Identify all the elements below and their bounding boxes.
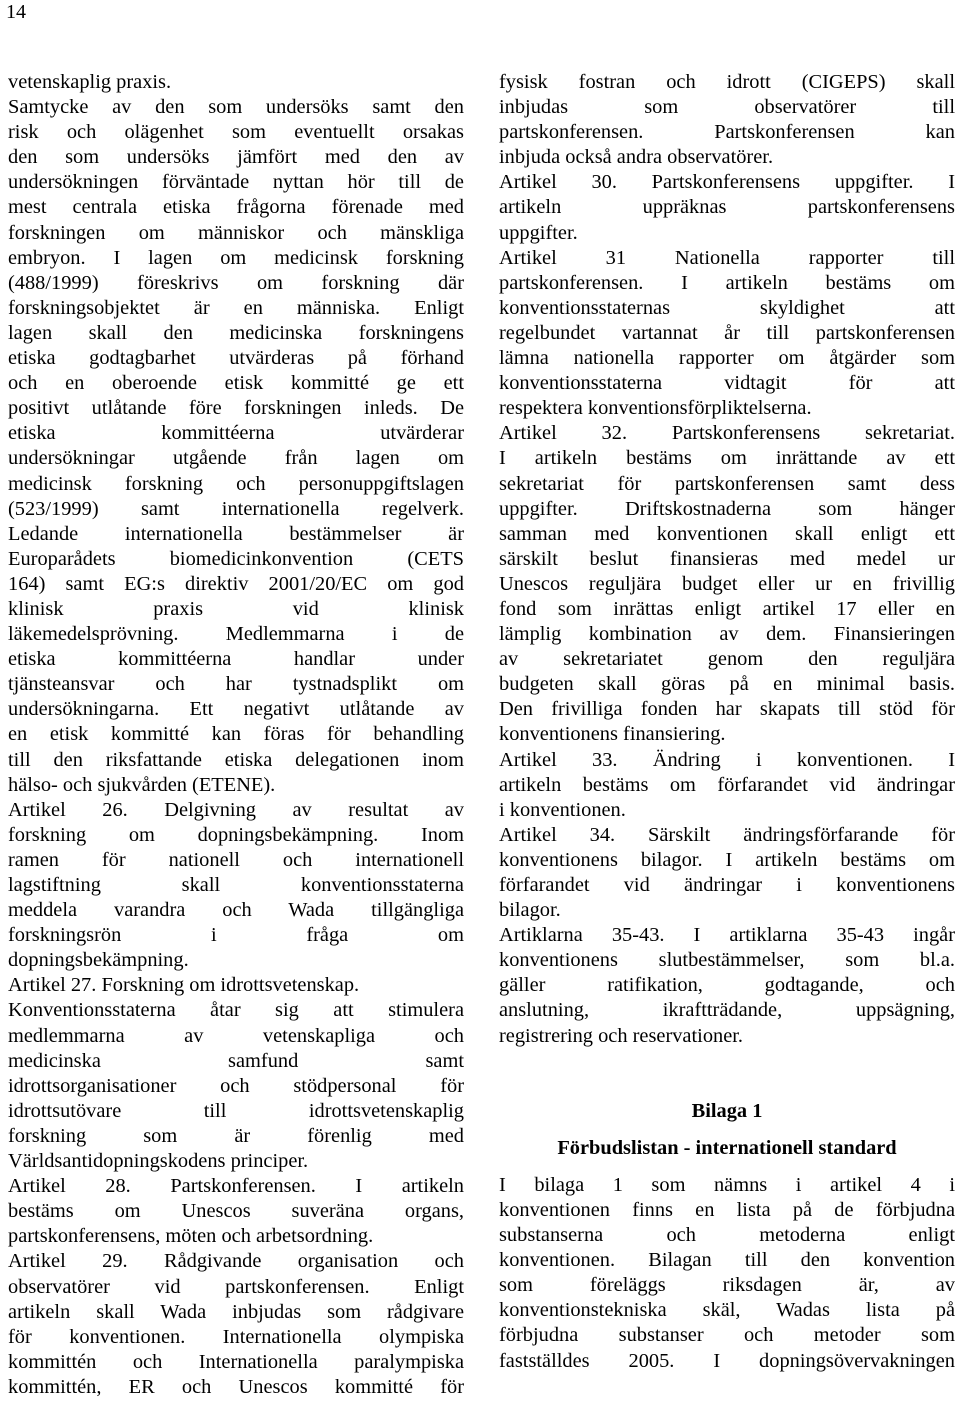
text-line: inbjuda också andra observatörer.: [499, 146, 774, 169]
text-line: förfarandet vid ändringar i konventionens: [499, 874, 955, 896]
text-line: partskonferensen. Partskonferensen kan: [499, 121, 955, 144]
text-line: Den frivilliga fonden har skapats till stöd för: [499, 698, 955, 721]
text-line: läkemedelsprövning. Medlemmarna i de: [8, 623, 464, 646]
text-line: I bilaga 1 som nämns i artikel 4 i: [499, 1173, 955, 1196]
text-line: ramen för nationell och internationell: [8, 848, 464, 871]
text-line: Artikel 27. Forskning om idrottsvetenskap.: [8, 974, 360, 997]
text-line: för konventionen. Internationella olympiska: [8, 1325, 464, 1348]
text-line: Artikel 34. Särskilt ändringsförfarande för: [499, 823, 955, 846]
text-line: etiska godtagbarhet utvärderas på förhand: [8, 347, 464, 370]
text-line: i konventionen.: [499, 798, 626, 821]
text-line: undersökningarna. Ett negativt utlåtande av: [8, 698, 464, 721]
text-line: lagstiftning skall konventionsstaterna: [8, 874, 464, 896]
text-line: 164) samt EG:s direktiv 2001/20/EC om god: [8, 572, 464, 595]
text-line: konventionens finansiering.: [499, 723, 726, 746]
text-line: dopningsbekämpning.: [8, 949, 189, 972]
text-line: meddela varandra och Wada tillgängliga: [8, 899, 464, 922]
text-line: Ledande internationella bestämmelser är: [8, 522, 464, 545]
text-line: Artikel 29. Rådgivande organisation och: [8, 1250, 464, 1273]
spacer: [499, 1049, 955, 1099]
text-line: och en oberoende etisk kommitté ge ett: [8, 372, 464, 395]
text-line: (523/1999) samt internationella regelverk.: [8, 497, 464, 520]
section-heading: Bilaga 1: [691, 1099, 763, 1122]
left-text-column: [8, 70, 464, 1400]
text-line: forskningsrön i fråga om: [8, 924, 464, 947]
text-line: etiska kommittéerna utvärderar: [8, 422, 464, 445]
text-line: klinisk praxis vid klinisk: [8, 597, 464, 620]
text-line: etiska kommittéerna handlar under: [8, 648, 464, 671]
text-line: regelbundet vartannat år till partskonferensen: [499, 321, 955, 344]
text-line: partskonferensen. I artikeln bestäms om: [499, 271, 955, 294]
text-line: tjänsteansvar och har tystnadsplikt om: [8, 673, 464, 696]
text-line: lämna nationella rapporter om åtgärder som: [499, 347, 955, 370]
text-line: fysisk fostran och idrott (CIGEPS) skall: [499, 71, 955, 93]
text-line: risk och olägenhet som eventuellt orsakas: [8, 121, 464, 144]
text-line: mest centrala etiska frågorna förenade med: [8, 196, 464, 219]
text-line: artikeln bestäms om förfarandet vid ändringar: [499, 773, 955, 796]
text-line: Europarådets biomedicinkonvention (CETS: [8, 547, 464, 570]
text-line: uppgifter. Driftskostnaderna som hänger: [499, 497, 955, 520]
text-line: forskningsobjektet är en människa. Enligt: [8, 296, 464, 319]
text-line: medicinska samfund samt: [8, 1049, 464, 1072]
text-line: samman med konventionen skall enligt ett: [499, 522, 955, 545]
right-text-column: [499, 70, 955, 1374]
text-line: anslutning, ikraftträdande, uppsägning,: [499, 999, 955, 1022]
text-line: Artikel 33. Ändring i konventionen. I: [499, 748, 955, 771]
text-line: sekretariat för partskonferensen samt dess: [499, 472, 955, 495]
text-line: embryon. I lagen om medicinsk forskning: [8, 246, 464, 269]
text-line: fastställdes 2005. I dopningsövervakningen: [499, 1349, 955, 1372]
text-line: uppgifter.: [499, 221, 578, 244]
text-line: budgeten skall göras på en minimal basis.: [499, 673, 955, 696]
text-line: forskning om dopningsbekämpning. Inom: [8, 823, 464, 846]
text-line: konventionsstaterna vidtagit för att: [499, 372, 955, 395]
text-line: forskning som är förenlig med: [8, 1124, 464, 1147]
text-line: gäller ratifikation, godtagande, och: [499, 974, 955, 997]
text-line: forskningen om människor och mänskliga: [8, 221, 464, 244]
text-line: konventionens bilagor. I artikeln bestäms om: [499, 848, 955, 871]
text-line: Artikel 31 Nationella rapporter till: [499, 246, 955, 269]
text-line: registrering och reservationer.: [499, 1024, 744, 1047]
text-line: Artiklarna 35-43. I artiklarna 35-43 ingår: [499, 924, 955, 947]
text-line: vetenskaplig praxis.: [8, 71, 172, 93]
text-line: artikeln uppräknas partskonferensens: [499, 196, 955, 219]
text-line: Artikel 30. Partskonferensens uppgifter. I: [499, 171, 955, 194]
section-heading: Förbudslistan - internationell standard: [557, 1136, 897, 1159]
text-line: medicinsk forskning och personuppgiftslagen: [8, 472, 464, 495]
text-line: till den riksfattande etiska delegationen inom: [8, 748, 464, 771]
text-line: artikeln skall Wada inbjudas som rådgivare: [8, 1300, 464, 1323]
text-line: medlemmarna av vetenskapliga och: [8, 1024, 464, 1047]
text-line: Världsantidopningskodens principer.: [8, 1150, 309, 1173]
text-line: positivt utlåtande före forskningen inleds. De: [8, 397, 464, 420]
text-line: särskilt beslut finansieras med medel ur: [499, 547, 955, 570]
text-line: Artikel 28. Partskonferensen. I artikeln: [8, 1175, 464, 1198]
text-line: bestäms om Unescos suveräna organs,: [8, 1200, 464, 1223]
text-line: en etisk kommitté kan föras för behandling: [8, 723, 464, 746]
text-line: substanserna och metoderna enligt: [499, 1224, 955, 1247]
spacer: [499, 1124, 955, 1136]
text-line: inbjudas som observatörer till: [499, 96, 955, 119]
spacer: [499, 1161, 955, 1173]
text-line: Samtycke av den som undersöks samt den: [8, 96, 464, 119]
text-line: undersökningen förväntade nyttan hör till de: [8, 171, 464, 194]
text-line: kommittén, ER och Unescos kommitté för: [8, 1375, 464, 1398]
text-line: bilagor.: [499, 899, 561, 922]
text-line: observatörer vid partskonferensen. Enligt: [8, 1275, 464, 1298]
text-line: idrottsutövare till idrottsvetenskaplig: [8, 1099, 464, 1122]
text-line: konventionsstaternas skyldighet att: [499, 296, 955, 319]
text-line: förbjudna substanser och metoder som: [499, 1324, 955, 1347]
text-line: idrottsorganisationer och stödpersonal för: [8, 1074, 464, 1097]
text-line: lagen skall den medicinska forskningens: [8, 321, 464, 344]
text-line: konventionen finns en lista på de förbjudna: [499, 1198, 955, 1221]
text-line: Artikel 32. Partskonferensens sekretariat.: [499, 422, 955, 445]
text-line: Konventionsstaterna åtar sig att stimulera: [8, 999, 464, 1022]
text-line: av sekretariatet genom den reguljära: [499, 648, 955, 671]
text-line: I artikeln bestäms om inrättande av ett: [499, 447, 955, 470]
text-line: Artikel 26. Delgivning av resultat av: [8, 798, 464, 821]
text-line: konventionstekniska skäl, Wadas lista på: [499, 1299, 955, 1322]
text-line: respektera konventionsförpliktelserna.: [499, 397, 812, 420]
text-line: lämplig kombination av dem. Finansieringen: [499, 623, 955, 646]
text-line: konventionens slutbestämmelser, som bl.a.: [499, 949, 955, 972]
text-line: som föreläggs riksdagen är, av: [499, 1274, 955, 1297]
text-line: (488/1999) föreskrivs om forskning där: [8, 271, 464, 294]
text-line: kommittén och Internationella paralympiska: [8, 1350, 464, 1373]
text-line: undersökningar utgående från lagen om: [8, 447, 464, 470]
text-line: Unescos reguljära budget eller ur en frivillig: [499, 572, 955, 595]
text-line: hälso- och sjukvården (ETENE).: [8, 773, 276, 796]
text-line: partskonferensens, möten och arbetsordning.: [8, 1225, 374, 1248]
text-line: fond som inrättas enligt artikel 17 eller en: [499, 597, 955, 620]
text-line: konventionen. Bilagan till den konvention: [499, 1249, 955, 1272]
page-number: 14: [6, 1, 26, 23]
text-line: den som undersöks jämfört med den av: [8, 146, 464, 169]
